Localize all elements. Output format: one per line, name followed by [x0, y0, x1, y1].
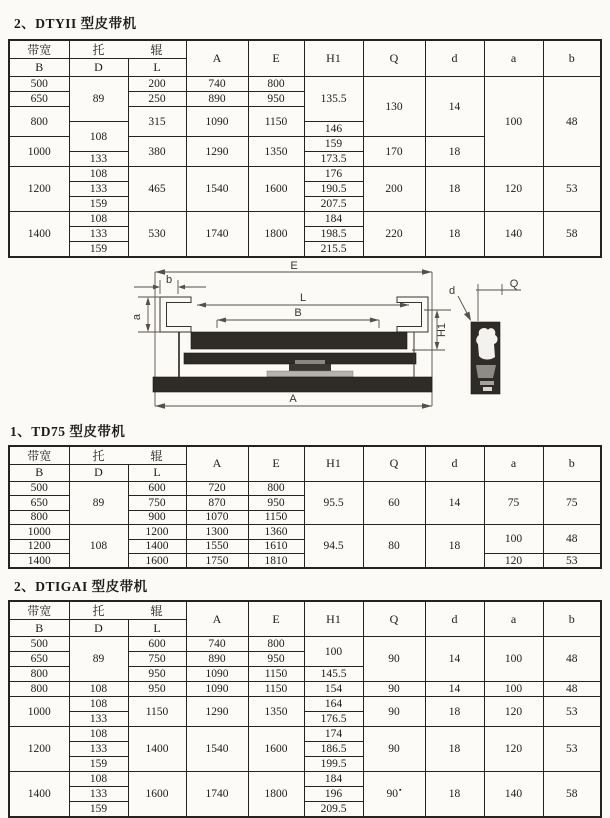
table-header-cell: b — [543, 601, 601, 637]
table-header-cell: H1 — [304, 40, 363, 77]
table-cell: 108 — [69, 525, 128, 569]
table-cell: 94.5 — [304, 525, 363, 569]
dimension-a — [131, 297, 160, 332]
table-cell: 1600 — [128, 554, 186, 569]
dtigai-spec-table — [8, 600, 602, 818]
table-header-cell: L — [128, 59, 186, 77]
table-cell: 130 — [363, 77, 425, 137]
table-cell: 199.5 — [304, 757, 363, 772]
table-cell: 58 — [543, 212, 601, 257]
table-cell: 1550 — [186, 539, 248, 554]
table-cell: 500 — [9, 481, 69, 496]
table-cell: 14 — [425, 481, 484, 525]
dim-label-E: E — [290, 259, 298, 272]
table-cell: 740 — [186, 637, 248, 652]
dim-label-L: L — [299, 291, 307, 304]
table-cell: 90▪ — [363, 772, 425, 817]
table-cell: 220 — [363, 212, 425, 257]
table-header-cell: E — [248, 601, 304, 637]
table-cell: 1350 — [248, 697, 304, 727]
table-header-cell: Q — [363, 446, 425, 482]
table-cell: 48 — [543, 682, 601, 697]
table-cell: 14 — [425, 637, 484, 682]
table-cell: 650 — [9, 496, 69, 511]
table-cell: 1150 — [128, 697, 186, 727]
table-cell: 1400 — [128, 539, 186, 554]
table-cell: 100 — [484, 637, 543, 682]
table-header-cell: L — [128, 464, 186, 481]
table-cell: 750 — [128, 496, 186, 511]
table-cell: 1740 — [186, 772, 248, 817]
table-cell: 800 — [248, 77, 304, 92]
table-header-cell: a — [484, 446, 543, 482]
table-cell: 890 — [186, 92, 248, 107]
table-cell: 900 — [128, 510, 186, 525]
table-header-cell: b — [543, 446, 601, 482]
table-cell: 1610 — [248, 539, 304, 554]
table-row — [9, 772, 601, 787]
table-cell: 184 — [304, 772, 363, 787]
table-cell: 176 — [304, 167, 363, 182]
table-cell: 800 — [9, 510, 69, 525]
table-cell: 53 — [543, 554, 601, 569]
table-header-cell: 带宽 — [9, 40, 69, 59]
table-cell: 740 — [186, 77, 248, 92]
left-rail — [160, 297, 191, 332]
table-row — [9, 697, 601, 712]
table-header-cell: 带宽 — [9, 601, 69, 620]
dim-label-Q: Q — [509, 277, 519, 290]
dimension-d — [449, 285, 471, 321]
table-header-cell: B — [9, 59, 69, 77]
table-cell: 380 — [128, 137, 186, 167]
table-cell: 1200 — [9, 539, 69, 554]
dim-label-A: A — [289, 392, 297, 405]
table-header-cell: E — [248, 40, 304, 77]
table-cell: 215.5 — [304, 242, 363, 257]
table-cell: 60 — [363, 481, 425, 525]
table-cell: 890 — [186, 652, 248, 667]
section-title-td75: 1、TD75 型皮带机 — [10, 423, 126, 439]
table-cell: 1540 — [186, 167, 248, 212]
table-cell: 133 — [69, 787, 128, 802]
table-cell: 196 — [304, 787, 363, 802]
section-title-dtigai: 2、DTIGAI 型皮带机 — [14, 579, 148, 594]
table-cell: 90 — [363, 682, 425, 697]
table-cell: 89 — [69, 637, 128, 682]
table-cell: 1400 — [9, 772, 69, 817]
table-cell: 1600 — [128, 772, 186, 817]
table-header-cell: 托 辊 — [69, 601, 186, 620]
table-cell: 184 — [304, 212, 363, 227]
table-header-cell: d — [425, 601, 484, 637]
table-header-cell: H1 — [304, 446, 363, 482]
right-rail — [397, 297, 428, 332]
table-cell: 75 — [484, 481, 543, 525]
table-cell: 108 — [69, 697, 128, 712]
table-header-cell: d — [425, 40, 484, 77]
table-cell: 100 — [484, 77, 543, 167]
table-row — [9, 212, 601, 227]
belt-top-bar — [191, 332, 407, 349]
table-cell: 176.5 — [304, 712, 363, 727]
dimension-A — [155, 393, 432, 409]
table-cell: 1540 — [186, 727, 248, 772]
table-cell: 173.5 — [304, 152, 363, 167]
table-row — [9, 637, 601, 652]
table-cell: 315 — [128, 107, 186, 137]
table-cell: 159 — [69, 757, 128, 772]
table-cell: 950 — [248, 92, 304, 107]
table-cell: 1150 — [248, 682, 304, 697]
table-cell: 18 — [425, 167, 484, 212]
table-cell: 120 — [484, 727, 543, 772]
table-cell: 1810 — [248, 554, 304, 569]
table-header-row — [9, 601, 601, 620]
roller-end-view — [471, 322, 500, 394]
table-cell: 170 — [363, 137, 425, 167]
table-cell: 200 — [363, 167, 425, 212]
table-cell: 1090 — [186, 667, 248, 682]
table-cell: 164 — [304, 697, 363, 712]
table-cell: 18 — [425, 137, 484, 167]
table-row — [9, 77, 601, 92]
table-cell: 1070 — [186, 510, 248, 525]
table-cell: 89 — [69, 77, 128, 122]
dimension-L — [197, 292, 409, 308]
table-row — [9, 727, 601, 742]
table-cell: 800 — [9, 667, 69, 682]
table-cell: 950 — [128, 682, 186, 697]
table-cell: 1600 — [248, 727, 304, 772]
table-cell: 120 — [484, 697, 543, 727]
table-cell: 140 — [484, 212, 543, 257]
table-cell: 1150 — [248, 667, 304, 682]
table-cell: 1000 — [9, 697, 69, 727]
table-cell: 1400 — [9, 212, 69, 257]
table-cell: 159 — [304, 137, 363, 152]
table-cell: 465 — [128, 167, 186, 212]
table-cell: 200 — [128, 77, 186, 92]
dimension-B — [217, 307, 379, 328]
table-header-cell: H1 — [304, 601, 363, 637]
table-header-cell: D — [69, 464, 128, 481]
table-cell: 209.5 — [304, 802, 363, 817]
table-cell: 1750 — [186, 554, 248, 569]
table-header-cell: B — [9, 464, 69, 481]
table-cell: 133 — [69, 742, 128, 757]
table-header-cell: a — [484, 601, 543, 637]
dim-label-H1: H1 — [436, 322, 448, 337]
table-row — [9, 167, 601, 182]
table-cell: 1800 — [248, 212, 304, 257]
table-cell: 207.5 — [304, 197, 363, 212]
table-cell: 100 — [484, 525, 543, 554]
table-header-cell: 托 辊 — [69, 40, 186, 59]
table-header-cell: 带宽 — [9, 446, 69, 465]
table-header-cell: A — [186, 446, 248, 482]
table-cell: 174 — [304, 727, 363, 742]
table-cell: 600 — [128, 481, 186, 496]
table-header-cell: D — [69, 59, 128, 77]
table-cell: 120 — [484, 167, 543, 212]
table-cell: 1200 — [9, 727, 69, 772]
table-cell: 198.5 — [304, 227, 363, 242]
table-cell: 186.5 — [304, 742, 363, 757]
table-header-cell: Q — [363, 601, 425, 637]
table-cell: 48 — [543, 637, 601, 682]
dimension-Q — [476, 278, 521, 321]
table-cell: 1150 — [248, 510, 304, 525]
table-cell: 108 — [69, 682, 128, 697]
table-cell: 1000 — [9, 525, 69, 540]
table-header-cell: a — [484, 40, 543, 77]
table-cell: 1200 — [9, 167, 69, 212]
table-cell: 90 — [363, 697, 425, 727]
table-row — [9, 682, 601, 697]
table-cell: 80 — [363, 525, 425, 569]
table-cell: 1800 — [248, 772, 304, 817]
table-cell: 90 — [363, 637, 425, 682]
table-cell: 250 — [128, 92, 186, 107]
table-header-cell: A — [186, 601, 248, 637]
section-title-dtyii: 2、DTYII 型皮带机 — [14, 16, 137, 31]
table-cell: 600 — [128, 637, 186, 652]
table-cell: 18 — [425, 727, 484, 772]
td75-spec-table — [8, 445, 602, 570]
table-cell: 1000 — [9, 137, 69, 167]
table-cell: 100 — [304, 637, 363, 667]
table-cell: 1200 — [128, 525, 186, 540]
table-cell: 800 — [9, 107, 69, 137]
table-cell: 108 — [69, 727, 128, 742]
table-cell: 530 — [128, 212, 186, 257]
table-cell: 190.5 — [304, 182, 363, 197]
table-cell: 89 — [69, 481, 128, 525]
table-header-cell: d — [425, 446, 484, 482]
table-cell: 800 — [9, 682, 69, 697]
table-cell: 108 — [69, 772, 128, 787]
table-cell: 53 — [543, 727, 601, 772]
table-cell: 58 — [543, 772, 601, 817]
table-header-cell: D — [69, 620, 128, 637]
table-cell: 950 — [248, 496, 304, 511]
table-cell: 800 — [248, 481, 304, 496]
table-cell: 140 — [484, 772, 543, 817]
table-cell: 48 — [543, 525, 601, 554]
dim-label-a: a — [131, 313, 143, 320]
table-cell: 1400 — [128, 727, 186, 772]
table-cell: 18 — [425, 697, 484, 727]
table-cell: 154 — [304, 682, 363, 697]
table-cell: 1360 — [248, 525, 304, 540]
table-cell: 1600 — [248, 167, 304, 212]
table-cell: 1300 — [186, 525, 248, 540]
table-cell: 133 — [69, 152, 128, 167]
table-header-row — [9, 40, 601, 59]
table-cell: 95.5 — [304, 481, 363, 525]
table-cell: 14 — [425, 77, 484, 137]
table-cell: 870 — [186, 496, 248, 511]
table-cell: 18 — [425, 525, 484, 569]
table-row — [9, 525, 601, 540]
dimension-b — [134, 274, 206, 294]
table-cell: 1290 — [186, 137, 248, 167]
table-cell: 146 — [304, 122, 363, 137]
conveyor-cross-section-diagram — [8, 260, 602, 422]
table-cell: 1290 — [186, 697, 248, 727]
table-cell: 1350 — [248, 137, 304, 167]
table-header-cell: B — [9, 620, 69, 637]
table-cell: 159 — [69, 242, 128, 257]
table-cell: 720 — [186, 481, 248, 496]
table-cell: 145.5 — [304, 667, 363, 682]
table-header-cell: b — [543, 40, 601, 77]
table-cell: 108 — [69, 212, 128, 227]
dim-label-d: d — [448, 284, 456, 297]
table-cell: 650 — [9, 92, 69, 107]
table-cell: 75 — [543, 481, 601, 525]
table-cell: 18 — [425, 212, 484, 257]
table-header-cell: A — [186, 40, 248, 77]
table-cell: 650 — [9, 652, 69, 667]
table-cell: 1090 — [186, 107, 248, 137]
dim-label-b: b — [165, 273, 173, 286]
table-cell: 14 — [425, 682, 484, 697]
table-cell: 120 — [484, 554, 543, 569]
table-cell: 133 — [69, 227, 128, 242]
table-header-row — [9, 446, 601, 465]
table-cell: 108 — [69, 122, 128, 152]
table-cell: 950 — [128, 667, 186, 682]
table-cell: 133 — [69, 712, 128, 727]
table-cell: 750 — [128, 652, 186, 667]
table-cell: 1090 — [186, 682, 248, 697]
table-cell: 159 — [69, 802, 128, 817]
table-cell: 48 — [543, 77, 601, 167]
table-cell: 18 — [425, 772, 484, 817]
table-cell: 100 — [484, 682, 543, 697]
table-cell: 500 — [9, 77, 69, 92]
table-cell: 950 — [248, 652, 304, 667]
belt-bottom-bar — [153, 377, 432, 392]
table-cell: 159 — [69, 197, 128, 212]
table-header-cell: E — [248, 446, 304, 482]
dimension-H1 — [412, 310, 451, 350]
dtyii-spec-table — [8, 39, 602, 258]
table-cell: 133 — [69, 182, 128, 197]
table-cell: 53 — [543, 167, 601, 212]
table-row — [9, 481, 601, 496]
table-cell: 1740 — [186, 212, 248, 257]
table-cell: 800 — [248, 637, 304, 652]
table-cell: 500 — [9, 637, 69, 652]
table-cell: 90 — [363, 727, 425, 772]
table-cell: 1400 — [9, 554, 69, 569]
table-header-cell: Q — [363, 40, 425, 77]
table-header-cell: L — [128, 620, 186, 637]
table-header-cell: 托 辊 — [69, 446, 186, 465]
table-cell: 135.5 — [304, 77, 363, 122]
dim-label-B: B — [294, 306, 302, 319]
table-cell: 108 — [69, 167, 128, 182]
table-cell: 1150 — [248, 107, 304, 137]
table-cell: 53 — [543, 697, 601, 727]
